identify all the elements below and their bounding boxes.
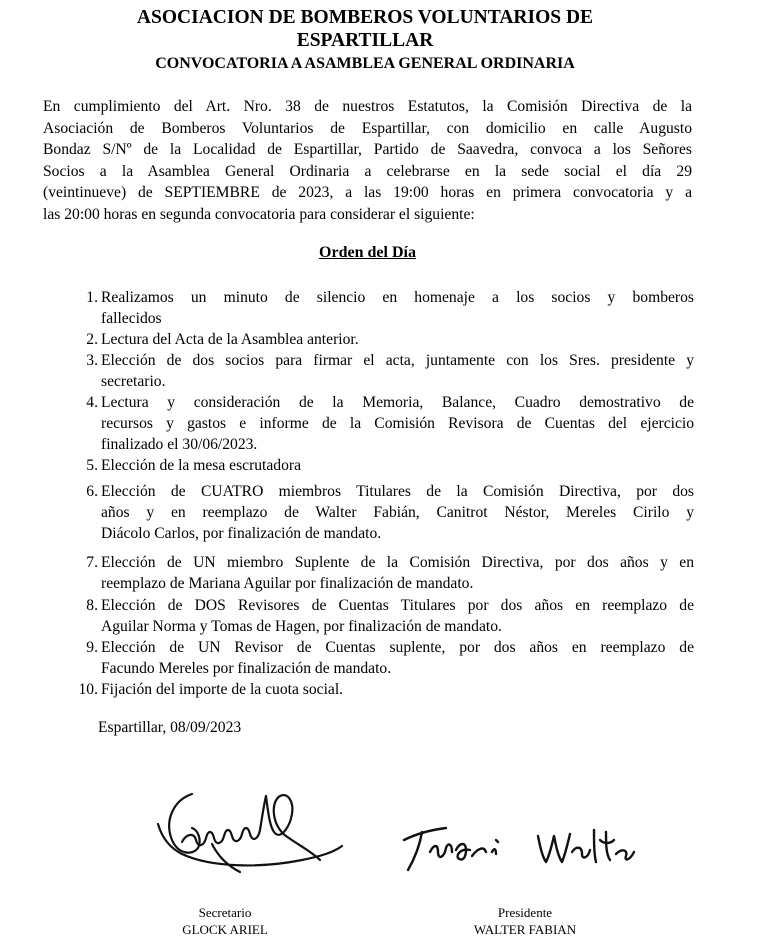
agenda-heading: Orden del Día	[319, 244, 416, 261]
agenda-item-line: Elección de dos socios para firmar el acta, juntamente con los Sres. presidente y	[101, 352, 694, 369]
agenda-item-line: Fijación del importe de la cuota social.	[101, 681, 344, 698]
agenda-item-line: secretario.	[101, 373, 166, 390]
agenda-item-line: años y en reemplazo de Walter Fabián, Canitrot Néstor, Mereles Cirilo y	[101, 504, 694, 521]
agenda-item-line: Lectura y consideración de la Memoria, Balance, Cuadro demostrativo de	[101, 394, 694, 411]
intro-line: (veintinueve) de SEPTIEMBRE de 2023, a las 19:00 horas en primera convocatoria y a	[43, 184, 692, 202]
document-title-line2: ESPARTILLAR	[296, 30, 434, 51]
agenda-item-number: 6.	[86, 483, 98, 500]
agenda-item-line: Realizamos un minuto de silencio en homenaje a los socios y bomberos	[101, 289, 694, 306]
agenda-item-line: recursos y gastos e informe de la Comisión Revisora de Cuentas del ejercicio	[101, 415, 694, 432]
agenda-item-number: 5.	[86, 457, 98, 474]
agenda-item-line: Elección de UN miembro Suplente de la Comisión Directiva, por dos años y en	[101, 554, 694, 571]
secretary-name: GLOCK ARIEL	[182, 922, 268, 937]
agenda-item-line: Elección de DOS Revisores de Cuentas Titulares por dos años en reemplazo de	[101, 597, 694, 614]
agenda-item-line: Elección de la mesa escrutadora	[101, 457, 302, 474]
intro-line: En cumplimiento del Art. Nro. 38 de nuestros Estatutos, la Comisión Directiva de la	[43, 98, 692, 115]
intro-line: Socios a la Asamblea General Ordinaria a celebrarse en la sede social el día 29	[43, 162, 692, 180]
agenda-item-number: 8.	[86, 597, 98, 614]
agenda-item-number: 2.	[86, 331, 98, 348]
intro-line: Asociación de Bomberos Voluntarios de Espartillar, con domicilio en calle Augusto	[43, 119, 692, 137]
agenda-item-line: Elección de CUATRO miembros Titulares de la Comisión Directiva, por dos	[101, 483, 694, 500]
agenda-item-number: 9.	[86, 639, 98, 656]
agenda-item-line: Diácolo Carlos, por finalización de mandato.	[101, 525, 382, 542]
president-name: WALTER FABIAN	[473, 922, 577, 937]
agenda-item-number: 7.	[86, 554, 98, 571]
agenda-item-number: 3.	[86, 352, 98, 369]
document-title-line1: ASOCIACION DE BOMBEROS VOLUNTARIOS DE	[136, 7, 594, 28]
secretary-signature	[152, 782, 352, 892]
agenda-item-line: Facundo Mereles por finalización de mandato.	[101, 660, 392, 677]
place-date: Espartillar, 08/09/2023	[98, 719, 242, 736]
agenda-item-line: finalizado el 30/06/2023.	[101, 436, 258, 453]
agenda-item-number: 1.	[86, 289, 98, 306]
agenda-item-line: fallecidos	[101, 310, 162, 327]
agenda-item-number: 10.	[78, 681, 98, 698]
agenda-item-number: 4.	[86, 394, 98, 411]
president-signature	[400, 822, 640, 882]
intro-line: Bondaz S/Nº de la Localidad de Espartillar, Partido de Saavedra, convoca a los Señores	[43, 141, 692, 159]
president-block	[455, 904, 595, 938]
agenda-item-line: Elección de UN Revisor de Cuentas suplente, por dos años en reemplazo de	[101, 639, 694, 656]
agenda-item-line: Aguilar Norma y Tomas de Hagen, por finalización de mandato.	[101, 618, 502, 635]
intro-line: las 20:00 horas en segunda convocatoria para considerar el siguiente:	[43, 205, 475, 223]
secretary-block	[155, 904, 295, 938]
agenda-item-line: reemplazo de Mariana Aguilar por finalización de mandato.	[101, 575, 474, 592]
secretary-role: Secretario	[198, 905, 252, 920]
president-role: Presidente	[497, 905, 553, 920]
agenda-item-line: Lectura del Acta de la Asamblea anterior.	[101, 331, 359, 348]
document-subtitle: CONVOCATORIA A ASAMBLEA GENERAL ORDINARIA	[155, 55, 575, 72]
